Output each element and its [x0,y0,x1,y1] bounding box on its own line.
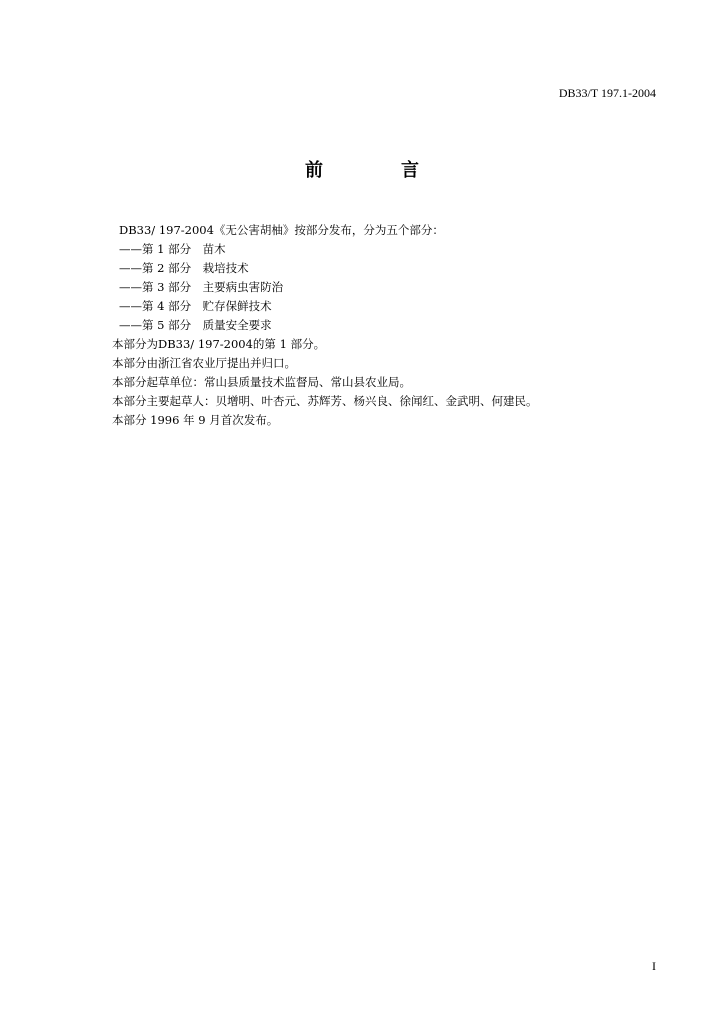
page-number: I [652,959,656,973]
drafting-units: 本部分起草单位：常山县质量技术监督局、常山县农业局。 [112,375,411,389]
foreword-body [112,221,672,430]
document-code: DB33/T 197.1-2004 [558,86,656,100]
part-statement: 本部分为DB33/ 197-2004的第 1 部分。 [112,337,326,351]
part-list-item-1: ——第 1 部分 苗木 [119,242,226,256]
part-list-item-2: ——第 2 部分 栽培技术 [119,261,249,275]
first-release: 本部分 1996 年 9 月首次发布。 [112,413,279,427]
section-title: 前 言 [305,160,449,181]
intro-paragraph: DB33/ 197-2004《无公害胡柚》按部分发布，分为五个部分： [119,223,444,237]
part-list-item-3: ——第 3 部分 主要病虫害防治 [119,280,284,294]
part-list-item-4: ——第 4 部分 贮存保鲜技术 [119,299,272,313]
part-list-item-5: ——第 5 部分 质量安全要求 [119,318,272,332]
proposer-statement: 本部分由浙江省农业厅提出并归口。 [112,356,296,370]
drafters: 本部分主要起草人：贝增明、叶杏元、苏辉芳、杨兴良、徐闻红、金武明、何建民。 [112,394,538,408]
